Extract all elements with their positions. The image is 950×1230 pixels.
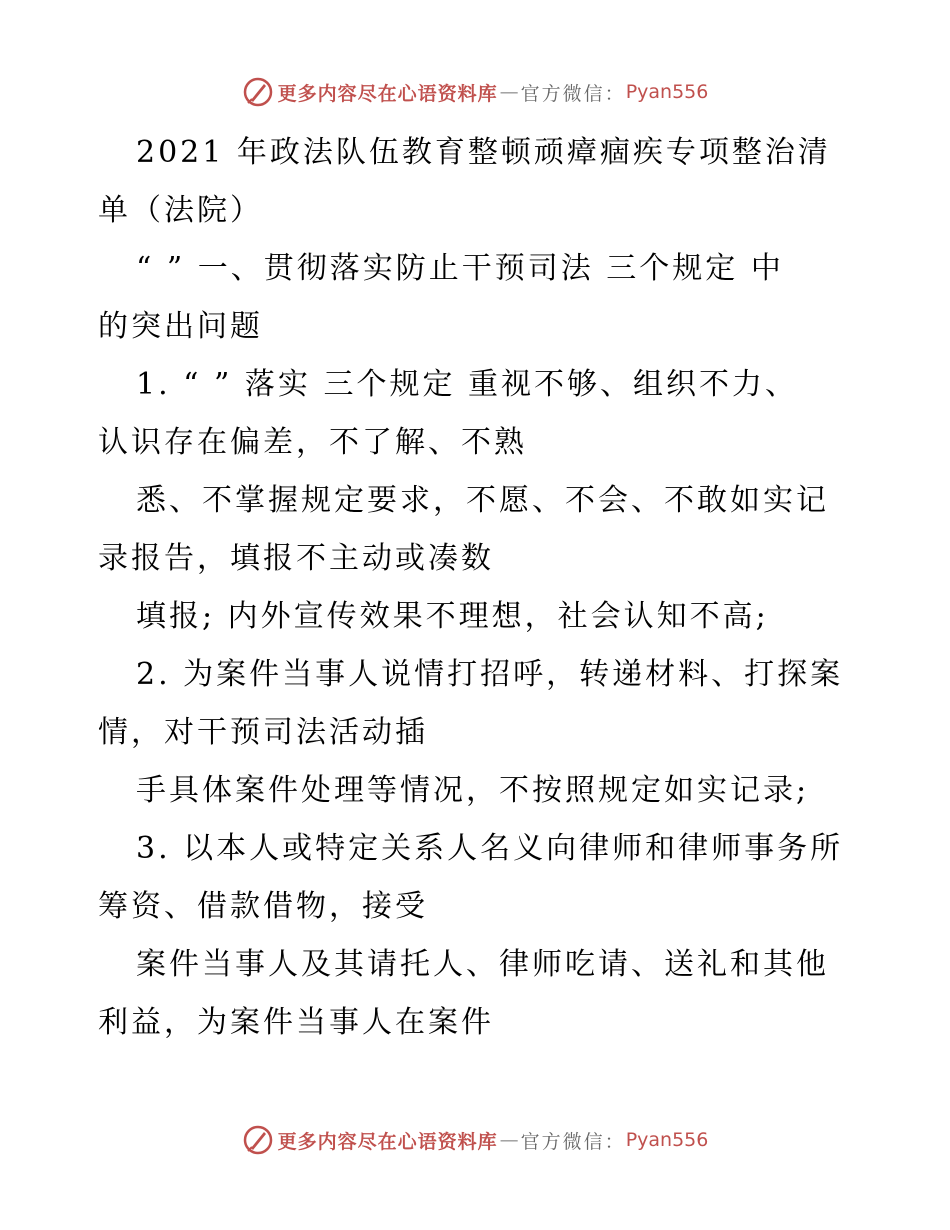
paragraph-line: 认识存在偏差，不了解、不熟 bbox=[98, 425, 527, 460]
paragraph-line: 填报; 内外宣传效果不理想，社会认知不高; bbox=[136, 599, 769, 634]
watermark-label: 官方微信： bbox=[520, 1130, 626, 1153]
footer-watermark bbox=[0, 1120, 950, 1160]
paragraph-line: 利益，为案件当事人在案件 bbox=[98, 1005, 494, 1040]
paragraph-line: 筹资、借款借物，接受 bbox=[98, 889, 428, 924]
watermark-wechat-id: Pyan556 bbox=[625, 1129, 709, 1151]
paragraph-line: 悉、不掌握规定要求，不愿、不会、不敢如实记 bbox=[136, 483, 829, 518]
paragraph-line: 1. “ ” 落实 三个规定 重视不够、组织不力、 bbox=[136, 367, 798, 402]
watermark-label: 官方微信： bbox=[520, 82, 626, 105]
paragraph-line: 3. 以本人或特定关系人名义向律师和律师事务所 bbox=[136, 831, 844, 866]
paragraph-line: 情，对干预司法活动插 bbox=[98, 715, 428, 750]
quill-logo-icon bbox=[242, 76, 274, 108]
watermark-brand: 更多内容尽在心语资料库 bbox=[277, 82, 498, 105]
document-body bbox=[98, 124, 858, 1052]
paragraph-line: 录报告，填报不主动或凑数 bbox=[98, 541, 494, 576]
watermark-separator: — bbox=[499, 81, 519, 103]
watermark-brand: 更多内容尽在心语资料库 bbox=[277, 1130, 498, 1153]
header-watermark bbox=[0, 72, 950, 112]
section-heading-line-1: “ ” 一、贯彻落实防止干预司法 三个规定 中 bbox=[136, 251, 784, 286]
paragraph-line: 案件当事人及其请托人、律师吃请、送礼和其他 bbox=[136, 947, 829, 982]
title-line-1: 2021 年政法队伍教育整顿顽瘴痼疾专项整治清 bbox=[136, 135, 831, 170]
quill-logo-icon bbox=[242, 1124, 274, 1156]
title-line-2: 单（法院） bbox=[98, 193, 263, 228]
paragraph-line: 2. 为案件当事人说情打招呼，转递材料、打探案 bbox=[136, 657, 844, 692]
section-heading-line-2: 的突出问题 bbox=[98, 309, 263, 344]
paragraph-line: 手具体案件处理等情况，不按照规定如实记录; bbox=[136, 773, 810, 808]
watermark-separator: — bbox=[499, 1129, 519, 1151]
watermark-wechat-id: Pyan556 bbox=[625, 81, 709, 103]
